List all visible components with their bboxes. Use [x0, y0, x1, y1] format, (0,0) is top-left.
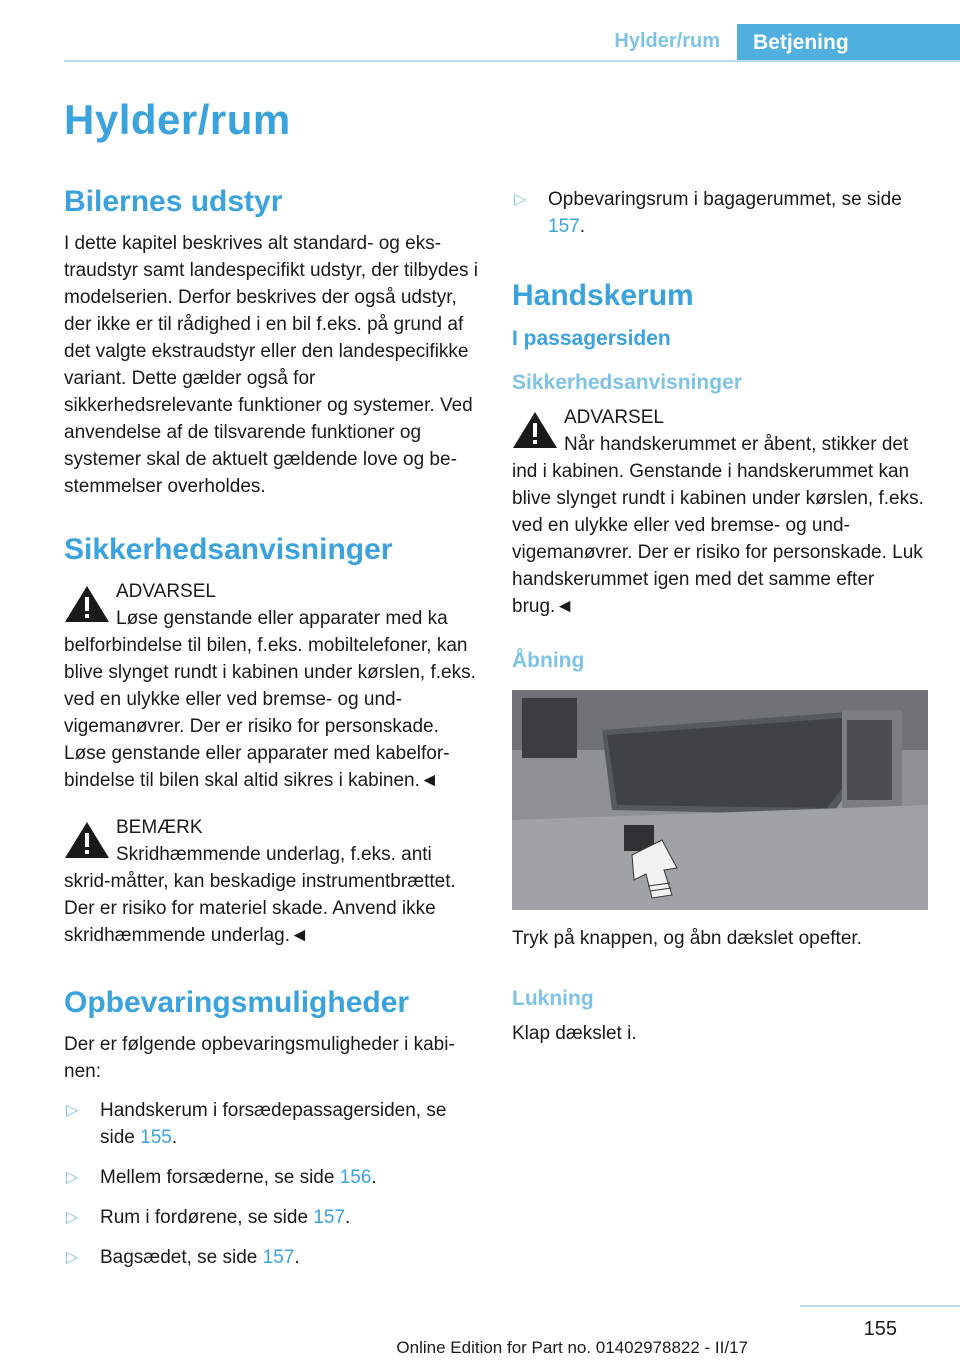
heading-i-passagersiden: I passagersiden — [512, 327, 671, 350]
heading-aabning: Åbning — [512, 649, 585, 672]
storage-intro-text: Der er følgende opbevaringsmuligheder i kabinen: — [64, 1034, 455, 1082]
warning-triangle-icon — [512, 410, 558, 450]
warning-block-advarsel — [64, 578, 480, 794]
open-caption: Tryk på knappen, og åbn dækslet opefter. — [512, 928, 862, 949]
bullet-triangle-icon: ▷ — [66, 1209, 79, 1226]
warning-text: belforbindelse til bilen, f.eks. mobiltelefoner, kan blive slynget rundt i kabinen under kørslen, f.eks. ved en ulykke eller ved bremse- og undvigemanøvrer. Der er risiko for personskade. Løse genstande eller apparater med kabelforbindelse til bilen skal altid sikres i kabinen.◄ — [64, 635, 476, 791]
footer-rule — [800, 1305, 960, 1307]
close-text: Klap dækslet i. — [512, 1023, 637, 1044]
heading-sikkerhedsanvisninger: Sikkerhedsanvisninger — [64, 533, 393, 566]
notice-text-line1: Skridhæmmende underlag, f.eks. anti — [116, 844, 432, 865]
right-column — [512, 182, 928, 1047]
warning-block-bemaerk — [64, 814, 480, 949]
heading-lukning: Lukning — [512, 987, 594, 1010]
list-item: ▷ Opbevaringsrum i bagagerummet, se side 157. — [512, 186, 928, 240]
notice-label: BEMÆRK — [116, 817, 203, 838]
glovebox-photo — [512, 690, 928, 910]
heading-opbevaringsmuligheder: Opbevaringsmuligheder — [64, 986, 410, 1019]
storage-list-continued — [512, 186, 928, 240]
page-number: 155 — [863, 1318, 897, 1340]
footer-edition: Online Edition for Part no. 01402978822 - II/17 — [396, 1338, 748, 1357]
header-chapter-tab[interactable]: Betjening — [737, 24, 960, 62]
heading-sikkerhedsanvisninger-right: Sikkerhedsanvisninger — [512, 371, 742, 394]
page-reference-link[interactable]: 157 — [313, 1207, 346, 1228]
heading-bilernes-udstyr: Bilernes udstyr — [64, 185, 283, 218]
warning-label: ADVARSEL — [116, 581, 216, 602]
list-item: ▷ Rum i fordørene, se side 157. — [64, 1204, 480, 1231]
heading-handskerum: Handskerum — [512, 279, 694, 312]
bullet-triangle-icon: ▷ — [514, 191, 527, 208]
warning-text: ind i kabinen. Genstande i handskerummet kan blive slynget rundt i kabinen under kørslen, f.eks. ved en ulykke eller ved bremse- og undvigemanøvrer. Der er risiko for personskade. Luk handskerummet igen med det samme efter brug.◄ — [512, 461, 924, 617]
warning-block-handskerum — [512, 404, 928, 620]
storage-list — [64, 1097, 480, 1271]
header-section-title: Hylder/rum — [614, 30, 720, 52]
page-reference-link[interactable]: 157 — [548, 216, 580, 237]
warning-triangle-icon — [64, 820, 110, 860]
warning-label: ADVARSEL — [564, 407, 664, 428]
page-reference-link[interactable]: 156 — [339, 1167, 372, 1188]
intro-text: I dette kapitel beskrives alt standard- og ekstraudstyr samt landespecifikt udstyr, der tilbydes i modelserien. Derfor beskrives der også udstyr, der ikke er til rådighed i en bil f.eks. på grund af det valgte ekstraudstyr eller den landespecifikke variant. Dette gælder også for sikkerhedsrelevante funktioner og systemer. Ved anvendelse af de tilsvarende funktioner og systemer skal de aktuelt gældende love og bestemmelser overholdes. — [64, 233, 478, 497]
page-reference-link[interactable]: 157 — [262, 1247, 295, 1268]
list-item: ▷ Bagsædet, se side 157. — [64, 1244, 480, 1271]
page-title: Hylder/rum — [64, 96, 291, 143]
warning-triangle-icon — [64, 584, 110, 624]
notice-text: skrid-måtter, kan beskadige instrumentbrættet. Der er risiko for materiel skade. Anvend ikke skridhæmmende underlag.◄ — [64, 871, 456, 946]
warning-text-line1: Når handskerummet er åbent, stikker det — [564, 434, 909, 455]
bullet-triangle-icon: ▷ — [66, 1169, 79, 1186]
bullet-triangle-icon: ▷ — [66, 1249, 79, 1266]
list-item: ▷ Mellem forsæderne, se side 156. — [64, 1164, 480, 1191]
page-reference-link[interactable]: 155 — [140, 1127, 172, 1148]
bullet-triangle-icon: ▷ — [66, 1102, 79, 1119]
warning-text-line1: Løse genstande eller apparater med ka — [116, 608, 448, 629]
left-column — [64, 182, 480, 1284]
header-rule — [64, 60, 960, 62]
list-item: ▷ Handskerum i forsædepassagersiden, se side 155. — [64, 1097, 480, 1151]
